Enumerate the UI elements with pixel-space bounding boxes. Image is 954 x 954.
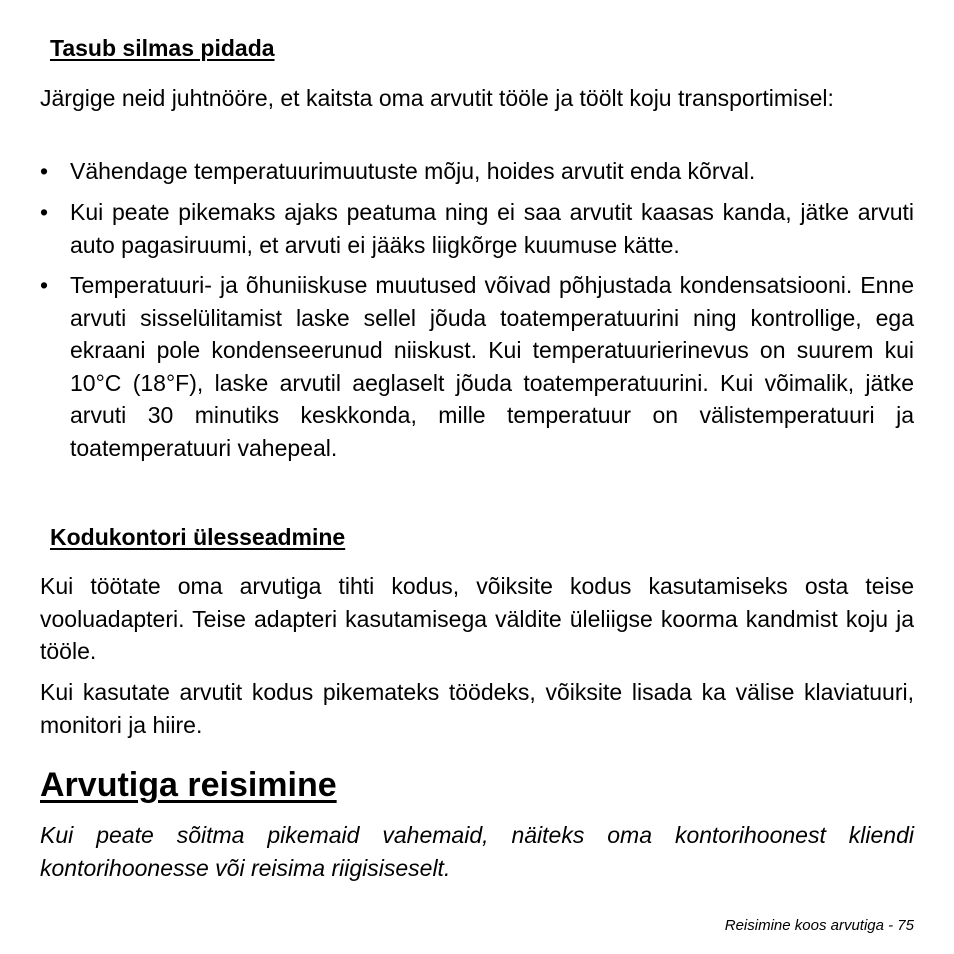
chapter-intro-paragraph: Kui peate sõitma pikemaid vahemaid, näiteks oma kontorihoonest kliendi kontorihoonesse või reisima riigisiseselt. bbox=[40, 822, 914, 881]
list-item bbox=[40, 196, 914, 261]
list-item-text: Kui peate pikemaks ajaks peatuma ning ei saa arvutit kaasas kanda, jätke arvuti auto pagasiruumi, et arvuti ei jääks liigkõrge kuumuse kätte. bbox=[70, 199, 914, 258]
section2-paragraph-2: Kui kasutate arvutit kodus pikemateks töödeks, võiksite lisada ka välise klaviatuuri, monitori ja hiire. bbox=[40, 679, 914, 738]
section-heading-kodukontori-ulesseadmine: Kodukontori ülesseadmine bbox=[50, 524, 346, 550]
list-item bbox=[40, 269, 914, 464]
bullet-marker: • bbox=[40, 199, 49, 225]
list-item-text: Vähendage temperatuurimuutuste mõju, hoides arvutit enda kõrval. bbox=[70, 158, 756, 184]
page-footer: Reisimine koos arvutiga - 75 bbox=[724, 917, 914, 934]
section2-paragraph-1: Kui töötate oma arvutiga tihti kodus, võiksite kodus kasutamiseks osta teise vooluadapteri. Teise adapteri kasutamisega väldite üleliigse koorma kandmist koju ja tööle. bbox=[40, 573, 914, 664]
section1-intro-paragraph: Järgige neid juhtnööre, et kaitsta oma arvutit tööle ja töölt koju transportimisel: bbox=[40, 85, 834, 111]
list-item-text: Temperatuuri- ja õhuniiskuse muutused võivad põhjustada kondensatsiooni. Enne arvuti sisselülitamist laske sellel jõuda toatemperatuurini ning kontrollige, ega ekraani pole kondenseerunud niiskust. Kui temperatuurierinevus on suurem kui 10°C (18°F), laske arvutil aeglaselt jõuda toatemperatuurini. Kui võimalik, jätke arvuti 30 minutiks keskkonda, mille temperatuur on välistemperatuuri ja toatemperatuuri vahepeal. bbox=[70, 272, 914, 461]
bullet-marker: • bbox=[40, 158, 49, 184]
chapter-title: Arvutiga reisimine bbox=[40, 766, 337, 804]
section-heading-tasub-silmas-pidada: Tasub silmas pidada bbox=[50, 35, 275, 61]
bullet-marker: • bbox=[40, 272, 49, 298]
list-item bbox=[40, 155, 914, 188]
